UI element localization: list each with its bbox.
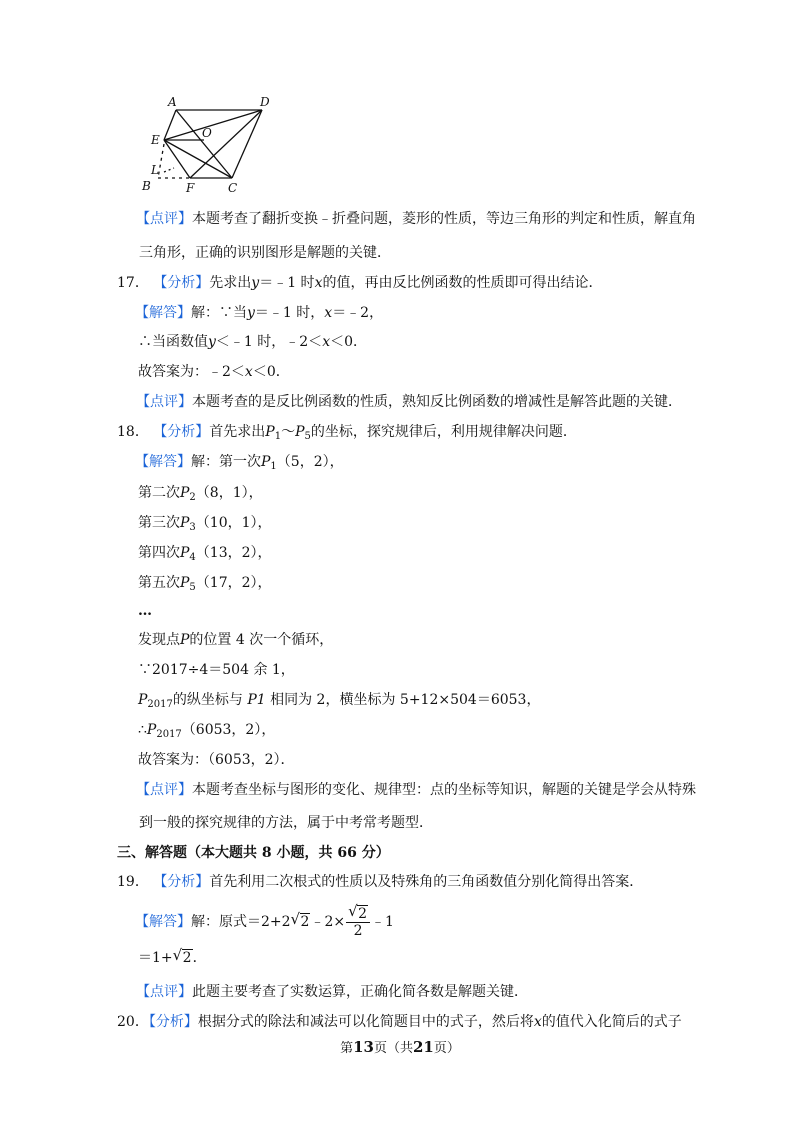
q17-analysis-tag: 分析: [167, 275, 196, 291]
label-f: F: [186, 181, 195, 194]
q19-answer: 【解答】解：原式＝2+2 √ 2﹣2× √ 2 2 ﹣1: [135, 901, 394, 939]
q16-comment-text1: 本题考查了翻折变换﹣折叠问题，菱形的性质，等边三角形的判定和性质，解直角: [192, 211, 696, 227]
q19-result: ＝1+ √ 2．: [138, 946, 207, 966]
q18-answer-tag: 解答: [149, 454, 177, 470]
q17-comment: 【点评】本题考查的是反比例函数的性质，熟知反比例函数的增减性是解答此题的关键．: [136, 394, 682, 410]
q18-final: 故答案为：（6053，2）．: [138, 752, 295, 768]
label-e: E: [151, 133, 160, 147]
q18-analysis-tag: 分析: [167, 424, 196, 440]
section-heading: 三、解答题（本大题共 8 小题，共 66 分）: [117, 845, 390, 861]
page-footer: 第13页（共21页）: [340, 1038, 460, 1056]
segment-ef: [164, 140, 190, 178]
segment-de: [164, 110, 262, 140]
q17-final: 故答案为：﹣2＜x＜0．: [138, 364, 290, 380]
label-c: C: [228, 181, 238, 194]
diagonal-ac: [176, 110, 232, 178]
q19-answer-tag: 解答: [149, 914, 177, 930]
q17-comment-tag: 点评: [150, 394, 178, 410]
q18-comment-line2: 到一般的探究规律的方法，属于中考常考题型．: [139, 815, 433, 831]
q20-analysis: 20．【分析】根据分式的除法和减法可以化简题目中的式子，然后将x的值代入化简后的式子: [117, 1014, 682, 1030]
q19-number: 19．: [117, 874, 149, 890]
fraction-sqrt2-over-2: √ 2 2: [346, 906, 370, 939]
q16-comment-line2: [139, 243, 391, 263]
q16-comment-tag: 点评: [150, 211, 178, 227]
rhombus-diagram: [140, 94, 280, 194]
segment-ec: [164, 140, 232, 178]
q18-step-4: 第四次$P_4(13$，2），: [138, 545, 272, 563]
sqrt-2-result: √ 2: [172, 946, 192, 966]
current-page-number: 13: [353, 1038, 374, 1056]
label-b: B: [142, 179, 151, 193]
q19-analysis: 19． 【分析】首先利用二次根式的性质以及特殊角的三角函数值分别化简得出答案．: [117, 874, 644, 890]
q17-number: 17．: [117, 275, 149, 291]
label-l: L: [151, 163, 159, 177]
q17-answer-tag: 解答: [149, 305, 177, 321]
rhombus-figure: [140, 94, 280, 194]
q16-comment-text2: 三角形，正确的识别图形是解题的关键．: [139, 245, 391, 261]
q18-find: 发现点P的位置 4 次一个循环，: [138, 632, 334, 648]
q19-analysis-tag: 分析: [167, 874, 196, 890]
q17-step2: ∴当函数值y＜﹣1 时，﹣2＜x＜0．: [138, 334, 368, 350]
q18-coord: $P_{2017}$的纵坐标与 P1 相同为 2，横坐标为 5+12×504＝6053，: [138, 692, 541, 710]
dashed-l: [164, 168, 174, 172]
q20-number: 20．: [117, 1014, 149, 1030]
q16-comment-line1: 【点评】本题考查了翻折变换﹣折叠问题，菱形的性质，等边三角形的判定和性质，解直角: [136, 211, 696, 227]
q18-comment-tag: 点评: [150, 782, 178, 798]
segment-fd: [190, 110, 262, 178]
sqrt-2: √ 2: [290, 910, 310, 930]
q20-analysis-tag: 分析: [155, 1014, 184, 1030]
label-o: O: [202, 126, 212, 140]
q18-analysis: 18． 【分析】首先求出$P_1\sim P_5$的坐标，探究规律后，利用规律解决问题．: [117, 424, 577, 442]
label-d: D: [260, 95, 270, 109]
q18-step-5: 第五次$P_5(17$，2），: [138, 575, 272, 593]
label-a: A: [168, 95, 177, 109]
q18-step-2: 第二次$P_2(8$，1），: [138, 485, 263, 503]
q19-comment: 【点评】此题主要考查了实数运算，正确化简各数是解题关键．: [136, 984, 528, 1000]
q18-number: 18．: [117, 424, 149, 440]
edge-dc: [232, 110, 262, 178]
q18-because: ∵2017÷4＝504 余 1，: [138, 662, 295, 678]
q18-step-3: 第三次$P_3(10$，1），: [138, 515, 272, 533]
total-pages: 21: [413, 1038, 434, 1056]
q18-therefore: $\therefore P_{2017}(6053$，2），: [138, 722, 276, 740]
q19-comment-tag: 点评: [150, 984, 178, 1000]
q18-answer: 【解答】解：第一次$P_1(5$，2），: [135, 454, 344, 472]
q17-answer: 【解答】解：∵当y＝﹣1 时，x＝﹣2，: [135, 305, 384, 321]
q18-ellipsis: …: [138, 603, 152, 619]
q18-comment-line1: 【点评】本题考查坐标与图形的变化、规律型：点的坐标等知识，解题的关键是学会从特殊: [136, 782, 696, 798]
edge-ae: [164, 110, 176, 140]
q17-analysis: 17． 【分析】先求出y＝﹣1 时x的值，再由反比例函数的性质即可得出结论．: [117, 275, 603, 291]
